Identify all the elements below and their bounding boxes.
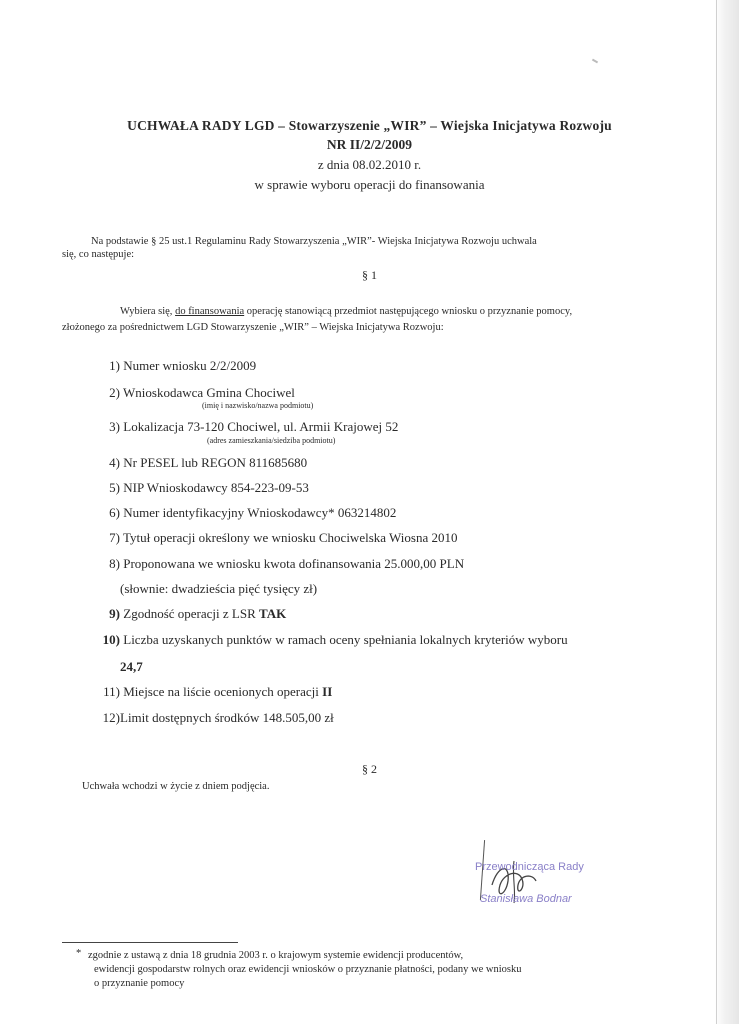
- list-item-2-caption: (imię i nazwisko/nazwa podmiotu): [202, 401, 314, 410]
- list-item-3-caption: (adres zamieszkania/siedziba podmiotu): [207, 436, 336, 445]
- footnote-text: zgodnie z ustawą z dnia 18 grudnia 2003 r. o krajowym systemie ewidencji producentów,: [88, 950, 464, 961]
- list-item-4: [98, 455, 307, 471]
- list-item-text: Tytuł operacji określony we wniosku Chociwelska Wiosna 2010: [123, 530, 458, 545]
- list-item-value: TAK: [259, 606, 287, 621]
- list-item-text: Numer wniosku 2/2/2009: [123, 358, 257, 373]
- document-title: UCHWAŁA RADY LGD – Stowarzyszenie „WIR” – Wiejska Inicjatywa Rozwoju: [127, 118, 612, 133]
- list-item-number: 1): [109, 358, 120, 373]
- list-item-number: 6): [109, 505, 120, 520]
- list-item-number: 7): [109, 530, 120, 545]
- footnote-line2: ewidencji gospodarstw rolnych oraz ewidencji wniosków o przyznanie płatności, podany we wniosku: [94, 964, 522, 975]
- list-item-3: [98, 419, 398, 435]
- list-item-text: Miejsce na liście ocenionych operacji: [123, 684, 323, 699]
- resolution-number: NR II/2/2/2009: [326, 137, 413, 152]
- footnote-line1: [76, 948, 648, 963]
- intro-line2: się, co następuje:: [62, 249, 135, 260]
- list-item-number: 8): [109, 556, 120, 571]
- list-item-text: Numer identyfikacyjny Wnioskodawcy* 063214802: [123, 505, 397, 520]
- list-item-value: II: [322, 684, 333, 699]
- list-item-number: 9): [109, 606, 120, 621]
- scan-edge-shadow: [715, 0, 739, 1024]
- list-item-2: [98, 385, 295, 401]
- footnote-divider: [62, 942, 238, 943]
- section-1-heading: § 1: [362, 268, 377, 282]
- list-item-number: 11): [103, 684, 120, 699]
- list-item-text: Lokalizacja 73-120 Chociwel, ul. Armii Krajowej 52: [123, 419, 399, 434]
- list-item-1: [98, 358, 256, 374]
- list-item-6: [98, 505, 396, 521]
- list-item-8-words: (słownie: dwadzieścia pięć tysięcy zł): [120, 581, 318, 596]
- stamp-title: Przewodnicząca Rady: [475, 861, 584, 873]
- list-item-text: Wnioskodawca Gmina Chociwel: [123, 385, 295, 400]
- selection-underlined: do finansowania: [175, 306, 245, 317]
- footnote-marker: *: [76, 948, 82, 959]
- selection-text-a: Wybiera się,: [120, 306, 176, 317]
- list-item-text: NIP Wnioskodawcy 854-223-09-53: [123, 480, 309, 495]
- selection-paragraph: [120, 306, 572, 317]
- list-item-number: 5): [109, 480, 120, 495]
- list-item-number: 4): [109, 455, 120, 470]
- resolution-subject: w sprawie wyboru operacji do finansowania: [254, 177, 485, 192]
- stamp-name: Stanisława Bodnar: [480, 893, 572, 905]
- list-item-7: [98, 530, 457, 546]
- scan-speck: [592, 59, 598, 64]
- list-item-8: [98, 556, 464, 572]
- list-item-number: 2): [109, 385, 120, 400]
- list-item-10: [92, 632, 568, 648]
- list-item-11: [92, 684, 332, 700]
- list-item-10-value: 24,7: [120, 659, 143, 674]
- list-item-text: Zgodność operacji z LSR: [123, 606, 259, 621]
- list-item-text: Limit dostępnych środków 148.505,00 zł: [120, 710, 334, 725]
- closing-statement: Uchwała wchodzi w życie z dniem podjęcia.: [82, 781, 270, 792]
- list-item-text: Nr PESEL lub REGON 811685680: [123, 455, 308, 470]
- list-item-number: 12): [102, 710, 120, 725]
- resolution-date: z dnia 08.02.2010 r.: [317, 157, 422, 172]
- list-item-9: [98, 606, 286, 622]
- list-item-12: [92, 710, 334, 726]
- list-item-text: Liczba uzyskanych punktów w ramach oceny spełniania lokalnych kryteriów wyboru: [123, 632, 568, 647]
- list-item-number: 3): [109, 419, 120, 434]
- list-item-text: Proponowana we wniosku kwota dofinansowania 25.000,00 PLN: [123, 556, 465, 571]
- intro-line1: Na podstawie § 25 ust.1 Regulaminu Rady Stowarzyszenia „WIR”- Wiejska Inicjatywa Rozwoju uchwala: [91, 236, 537, 247]
- section-2-heading: § 2: [362, 762, 377, 776]
- selection-paragraph-line2: złożonego za pośrednictwem LGD Stowarzyszenie „WIR” – Wiejska Inicjatywa Rozwoju:: [62, 322, 444, 333]
- footnote-line3: o przyznanie pomocy: [94, 978, 185, 989]
- list-item-5: [98, 480, 309, 496]
- list-item-number: 10): [102, 632, 120, 647]
- scan-edge-line: [716, 0, 717, 1024]
- selection-text-b: operację stanowiącą przedmiot następującego wniosku o przyznanie pomocy,: [244, 306, 573, 317]
